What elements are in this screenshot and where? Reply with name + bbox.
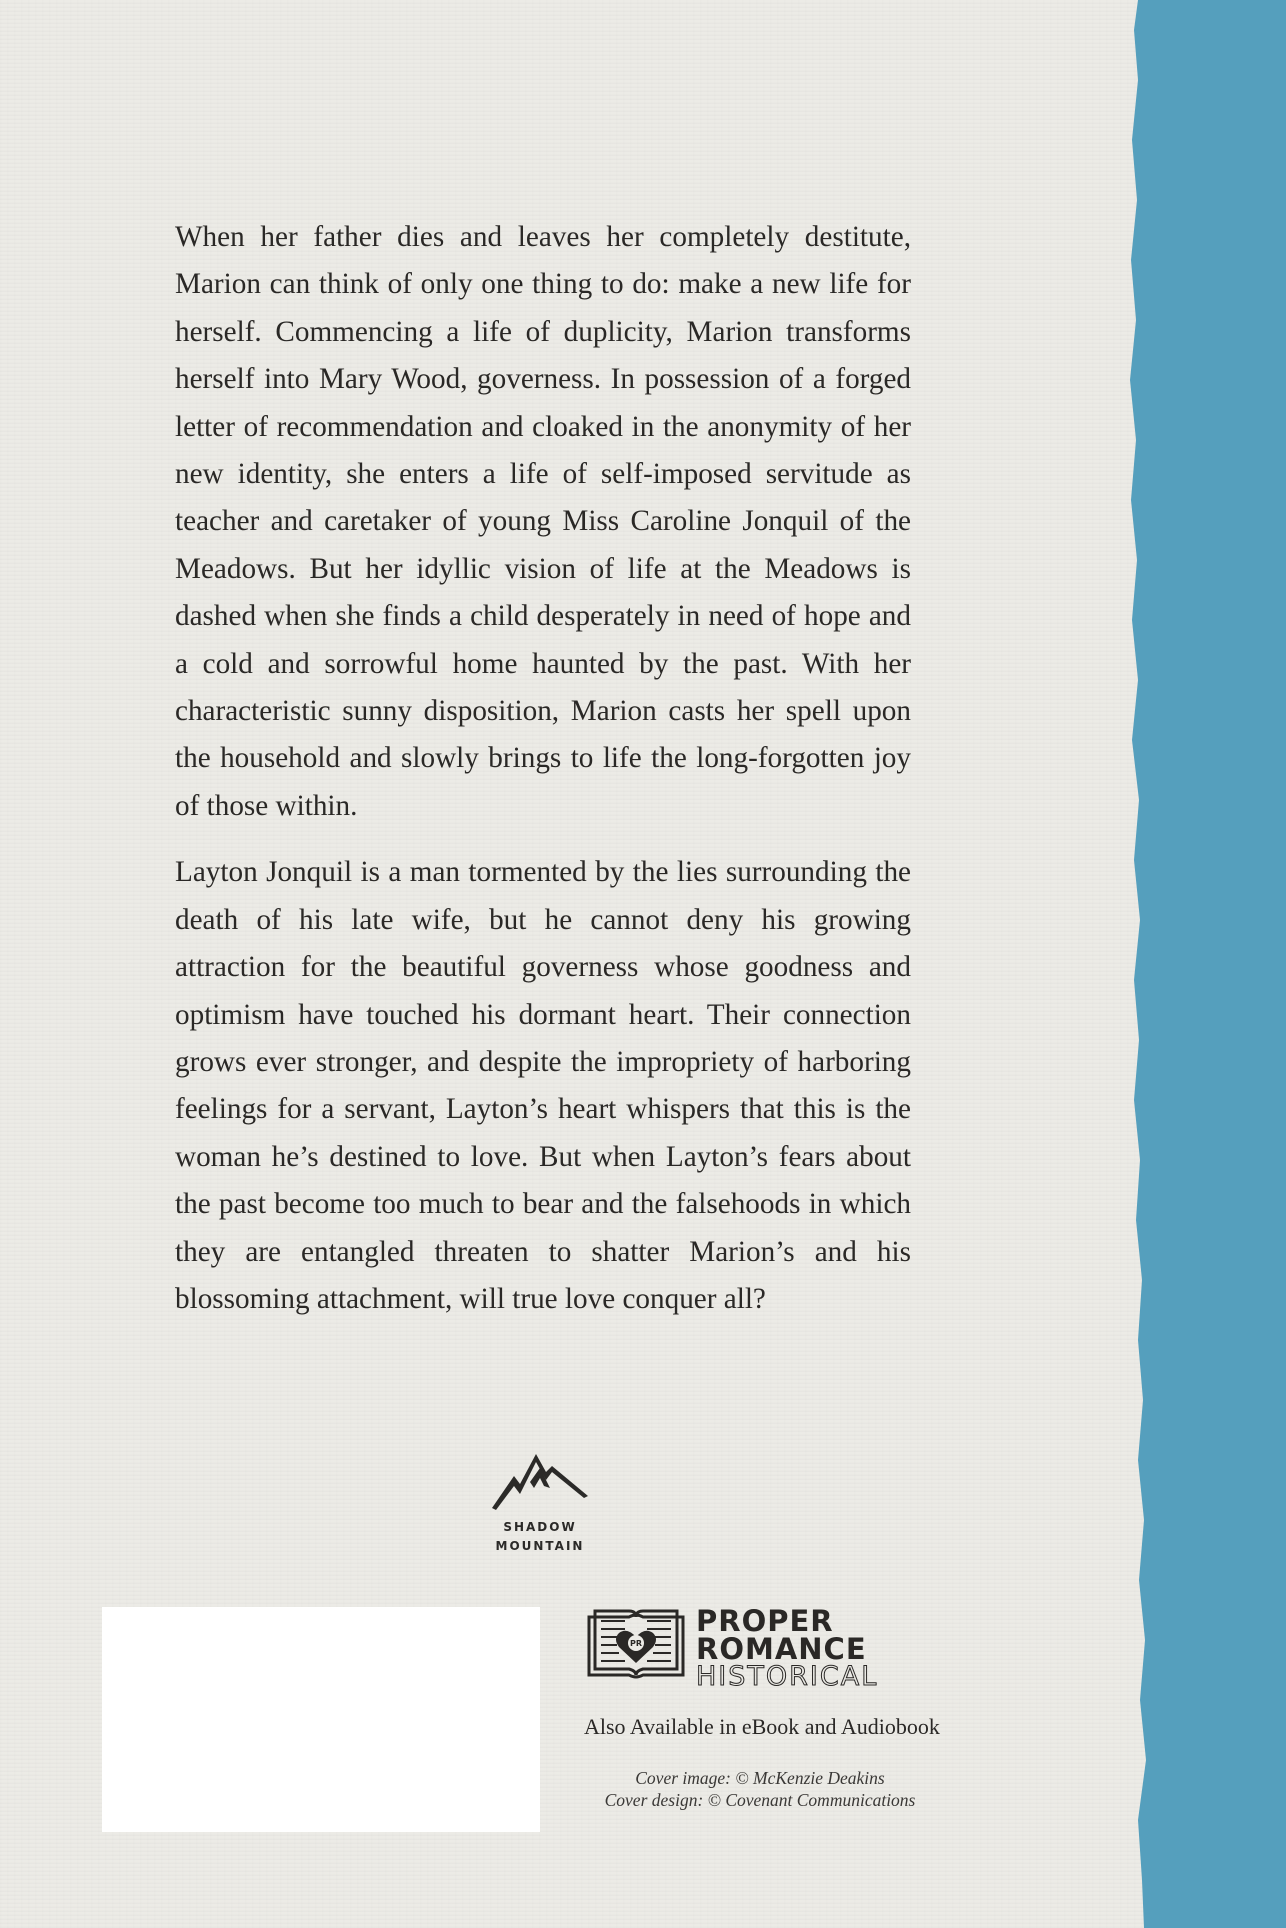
imprint-line-proper: PROPER bbox=[696, 1604, 834, 1638]
barcode-placeholder-box bbox=[102, 1607, 540, 1832]
back-cover-blurb bbox=[175, 214, 911, 1342]
imprint-badge-text: PR bbox=[629, 1639, 643, 1648]
shadow-mountain-logo bbox=[480, 1448, 600, 1556]
torn-blue-edge bbox=[1026, 0, 1286, 1928]
cover-credits bbox=[560, 1767, 960, 1811]
cover-design-credit: Cover design: © Covenant Communications bbox=[604, 1790, 916, 1810]
blurb-paragraph-2: Layton Jonquil is a man tormented by the lies surrounding the death of his late wife, but he cannot deny his growing attraction for the beautiful governess whose goodness and optimism have touched his dormant heart. Their connection grows ever stronger, and despite the impropriety of harboring feelings for a servant, Layton’s heart whispers that this is the woman he’s destined to love. But when Layton’s fears about the past become too much to bear and the falsehoods in which they are entangled threaten to shatter Marion’s and his blossoming attachment, will true love conquer all? bbox=[175, 856, 911, 1315]
cover-image-credit: Cover image: © McKenzie Deakins bbox=[635, 1768, 885, 1788]
publisher-name-line-1: SHADOW bbox=[503, 1520, 577, 1534]
publisher-name-line-2: MOUNTAIN bbox=[495, 1539, 585, 1553]
proper-romance-historical-logo bbox=[585, 1604, 915, 1692]
mountain-peaks-icon bbox=[490, 1448, 590, 1510]
blurb-paragraph-1: When her father dies and leaves her completely destitute, Marion can think of only one thing to do: make a new life for herself. Commencing a life of duplicity, Marion transforms herself into Mary Wood, governess. In possession of a forged letter of recommendation and cloaked in the anonymity of her new identity, she enters a life of self-imposed servitude as teacher and caretaker of young Miss Caroline Jonquil of the Meadows. But her idyllic vision of life at the Meadows is dashed when she finds a child desperately in need of hope and a cold and sorrowful home haunted by the past. With her characteristic sunny disposition, Marion casts her spell upon the household and slowly brings to life the long-forgotten joy of those within. bbox=[175, 221, 911, 822]
imprint-line-romance: ROMANCE bbox=[696, 1632, 867, 1666]
open-book-heart-icon bbox=[585, 1605, 687, 1687]
blue-spine-shape bbox=[1130, 0, 1286, 1928]
imprint-line-historical: HISTORICAL bbox=[696, 1661, 879, 1692]
format-availability-text: Also Available in eBook and Audiobook bbox=[584, 1714, 940, 1739]
